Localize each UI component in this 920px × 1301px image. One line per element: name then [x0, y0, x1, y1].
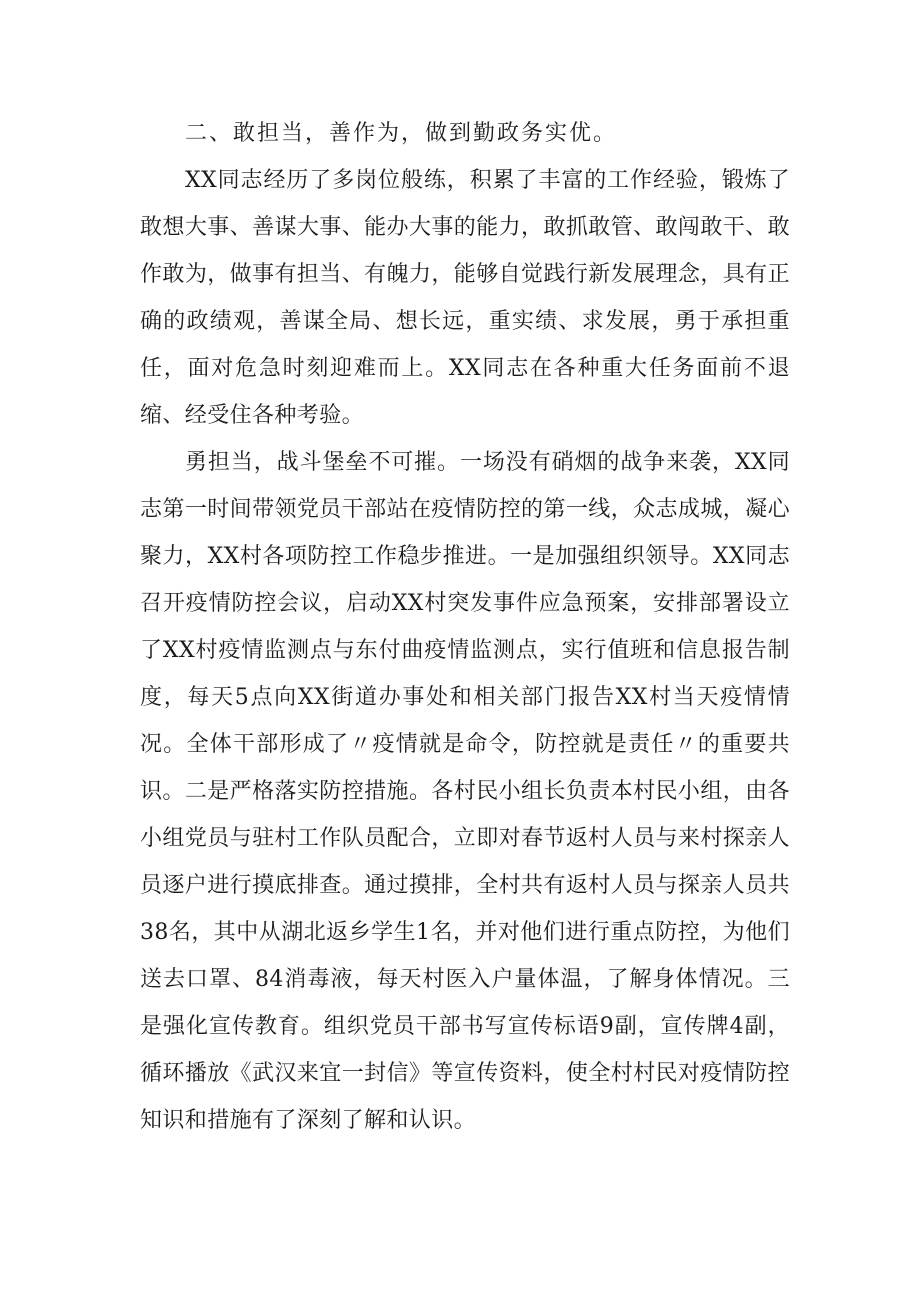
paragraph-epidemic-control: 勇担当，战斗堡垒不可摧。一场没有硝烟的战争来袭，XX同志第一时间带领党员干部站在疫情防控的第一线，众志成城，凝心聚力，XX村各项防控工作稳步推进。一是加强组织领导。XX同志召开疫情防控会议，启动XX村突发事件应急预案，安排部署设立了XX村疫情监测点与东付曲疫情监测点，实行值班和信息报告制度，每天5点向XX街道办事处和相关部门报告XX村当天疫情情况。全体干部形成了〃疫情就是命令，防控就是责任〃的重要共识。二是严格落实防控措施。各村民小组长负责本村民小组，由各小组党员与驻村工作队员配合，立即对春节返村人员与来村探亲人员逐户进行摸底排查。通过摸排，全村共有返村人员与探亲人员共38名，其中从湖北返乡学生1名，并对他们进行重点防控，为他们送去口罩、84消毒液，每天村医入户量体温，了解身体情况。三是强化宣传教育。组织党员干部书写宣传标语9副，宣传牌4副，循环播放《武汉来宜一封信》等宣传资料，使全村村民对疫情防控知识和措施有了深刻了解和认识。 [140, 450, 790, 1133]
section-heading: 二、敢担当，善作为，做到勤政务实优。 [185, 121, 618, 146]
paragraph-experience: XX同志经历了多岗位般练，积累了丰富的工作经验，锻炼了敢想大事、善谋大事、能办大事的能力，敢抓敢管、敢闯敢干、敢作敢为，做事有担当、有魄力，能够自觉践行新发展理念，具有正确的政绩观，善谋全局、想长远，重实绩、求发展，勇于承担重任，面对危急时刻迎难而上。XX同志在各种重大任务面前不退缩、经受住各种考验。 [140, 168, 790, 428]
document-body [140, 110, 790, 1144]
